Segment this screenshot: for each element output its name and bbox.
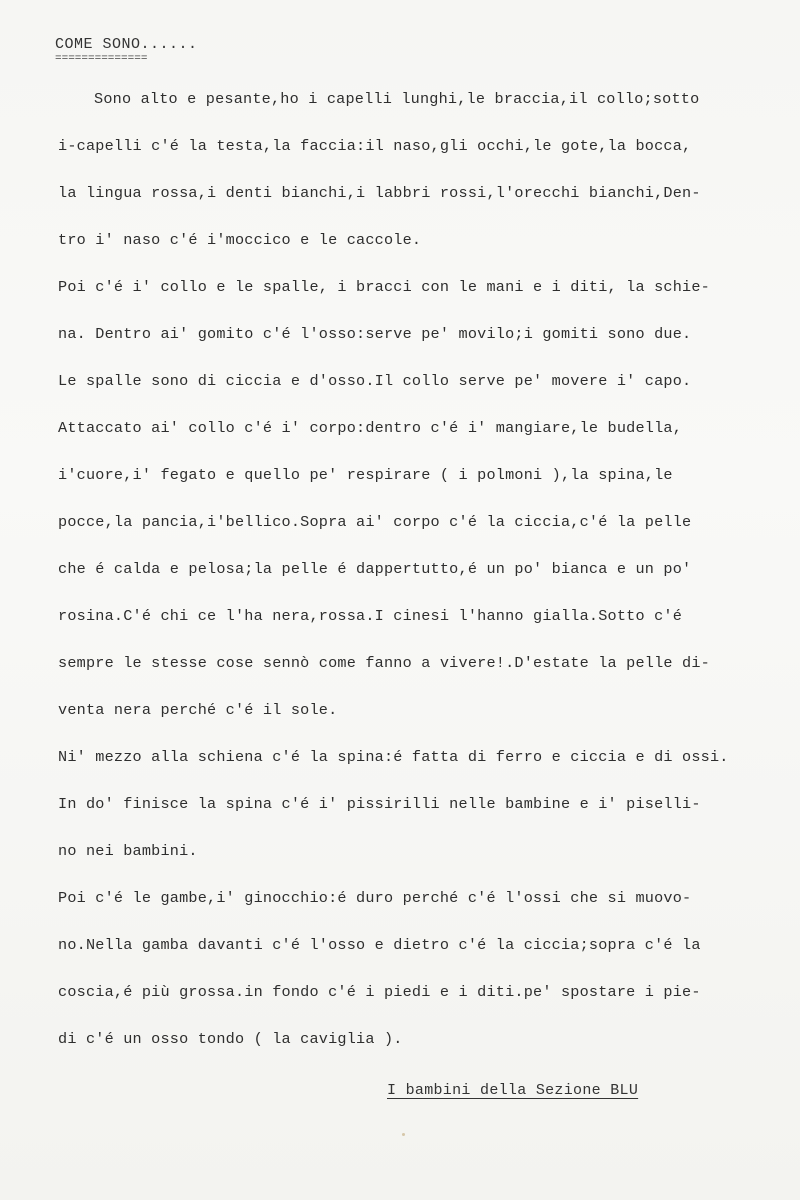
text-line: Attaccato ai' collo c'é i' corpo:dentro c'é i' mangiare,le budella, xyxy=(58,419,683,437)
text-line: na. Dentro ai' gomito c'é l'osso:serve pe' movilo;i gomiti sono due. xyxy=(58,325,692,343)
text-line: pocce,la pancia,i'bellico.Sopra ai' corpo c'é la ciccia,c'é la pelle xyxy=(58,513,692,531)
text-line: i-capelli c'é la testa,la faccia:il naso,gli occhi,le gote,la bocca, xyxy=(58,137,692,155)
text-line: Le spalle sono di ciccia e d'osso.Il collo serve pe' movere i' capo. xyxy=(58,372,692,390)
text-line: no nei bambini. xyxy=(58,842,198,860)
document-title: COME SONO...... xyxy=(55,36,198,53)
text-line: sempre le stesse cose sennò come fanno a vivere!.D'estate la pelle di- xyxy=(58,654,710,672)
text-line: Sono alto e pesante,ho i capelli lunghi,le braccia,il collo;sotto xyxy=(94,90,700,108)
text-line: Poi c'é i' collo e le spalle, i bracci con le mani e i diti, la schie- xyxy=(58,278,710,296)
text-line: In do' finisce la spina c'é i' pissirilli nelle bambine e i' piselli- xyxy=(58,795,701,813)
text-line: rosina.C'é chi ce l'ha nera,rossa.I cinesi l'hanno gialla.Sotto c'é xyxy=(58,607,683,625)
signature: I bambini della Sezione BLU xyxy=(387,1082,639,1099)
text-line: Ni' mezzo alla schiena c'é la spina:é fatta di ferro e ciccia e di ossi. xyxy=(58,748,729,766)
text-line: di c'é un osso tondo ( la caviglia ). xyxy=(58,1030,403,1048)
title-underline: ============== xyxy=(55,53,148,65)
text-line: Poi c'é le gambe,i' ginocchio:é duro perché c'é l'ossi che si muovo- xyxy=(58,889,692,907)
text-line: che é calda e pelosa;la pelle é dappertutto,é un po' bianca e un po' xyxy=(58,560,692,578)
document-body xyxy=(58,76,788,1063)
paper-speck xyxy=(402,1133,405,1136)
text-line: coscia,é più grossa.in fondo c'é i piedi e i diti.pe' spostare i pie- xyxy=(58,983,701,1001)
text-line: no.Nella gamba davanti c'é l'osso e dietro c'é la ciccia;sopra c'é la xyxy=(58,936,701,954)
text-line: venta nera perché c'é il sole. xyxy=(58,701,338,719)
text-line: i'cuore,i' fegato e quello pe' respirare ( i polmoni ),la spina,le xyxy=(58,466,673,484)
text-line: la lingua rossa,i denti bianchi,i labbri rossi,l'orecchi bianchi,Den- xyxy=(58,184,701,202)
text-line: tro i' naso c'é i'moccico e le caccole. xyxy=(58,231,422,249)
